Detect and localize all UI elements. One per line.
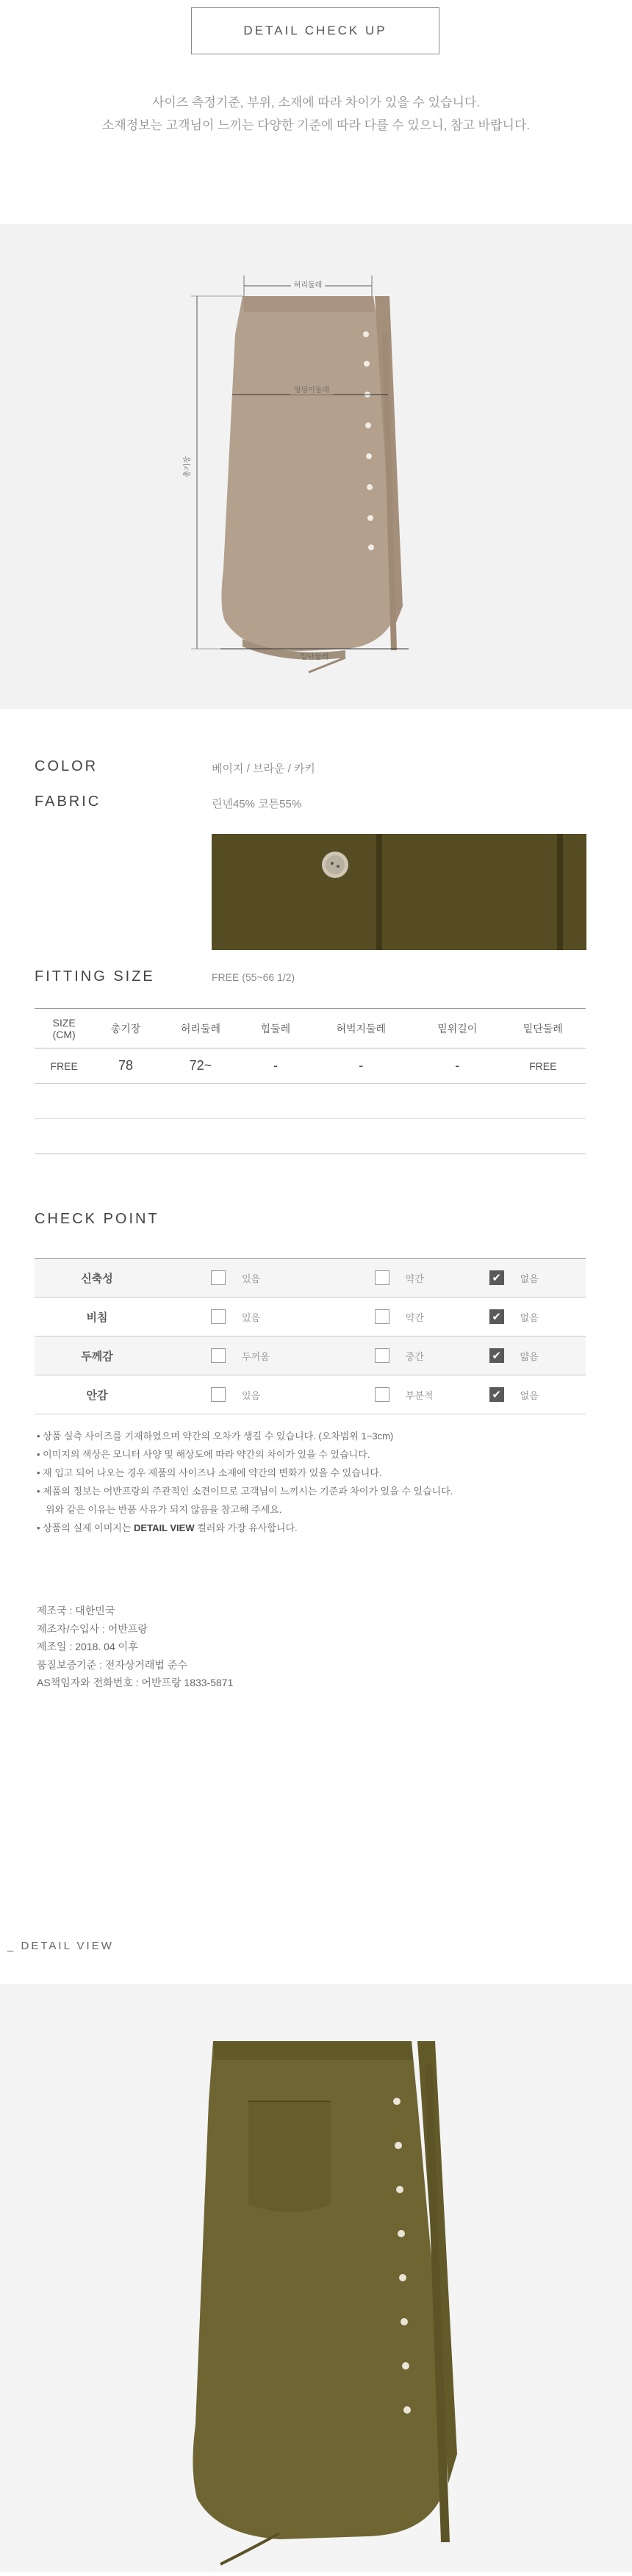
checkpoint-row: [35, 1336, 586, 1375]
checkbox[interactable]: [211, 1270, 226, 1285]
note-line: • 상품 실측 사이즈를 기재하였으며 약간의 오차가 생길 수 있습니다. (오차범위 1~3cm): [37, 1431, 394, 1442]
section-title-box: [191, 7, 439, 54]
waist-label: 허리둘레: [293, 281, 323, 289]
fitting-value: FREE (55~66 1/2): [212, 971, 295, 983]
mfg-country: 제조국 : 대한민국: [37, 1605, 115, 1616]
checkbox[interactable]: [211, 1348, 226, 1363]
checkbox-checked[interactable]: ✔: [489, 1387, 504, 1402]
intro-line-1: 사이즈 측정기준, 부위, 소재에 따라 차이가 있을 수 있습니다.: [151, 96, 481, 109]
checkpoint-table: [35, 1258, 586, 1414]
manufacturer-info: [37, 1602, 233, 1692]
option-label: 얇음: [520, 1350, 539, 1362]
col-rise: 밑위길이: [437, 1022, 478, 1035]
note-line: 위와 같은 이유는 반품 사유가 되지 않음을 참고해 주세요.: [46, 1504, 282, 1515]
option-label: 있음: [242, 1273, 261, 1284]
note-line: • 이미지의 색상은 모니터 사양 및 해상도에 따라 약간의 차이가 있을 수 있습니다.: [37, 1449, 370, 1460]
option-label: 있음: [242, 1312, 261, 1323]
checkbox[interactable]: [211, 1387, 226, 1402]
checkbox-checked[interactable]: ✔: [489, 1348, 504, 1363]
mfg-as: AS책임자와 전화번호 : 어반프랑 1833-5871: [37, 1677, 234, 1688]
option-label: 약간: [405, 1273, 424, 1284]
color-title: COLOR: [35, 758, 98, 774]
option-label: 없음: [520, 1389, 539, 1401]
mfg-quality: 품질보증기준 : 전자상거래법 준수: [37, 1658, 187, 1671]
length-label: 총기장: [184, 456, 192, 478]
cell-waist: 72~: [189, 1058, 212, 1073]
cell-length: 78: [118, 1058, 134, 1073]
note-line: • 재 입고 되어 나오는 경우 제품의 사이즈나 소재에 약간의 변화가 있을 수 있습니다.: [37, 1467, 382, 1478]
color-value: 베이지 / 브라운 / 카키: [212, 763, 315, 775]
hip-label: 엉덩이둘레: [293, 386, 330, 395]
intro-line-2: 소재정보는 고객님이 느끼는 다양한 기준에 따라 다를 수 있으니, 참고 바랍니다.: [101, 118, 531, 132]
option-label: 약간: [405, 1312, 424, 1323]
checkbox-checked[interactable]: ✔: [489, 1309, 504, 1324]
table-row-empty: [35, 1119, 586, 1154]
option-label: 부분적: [405, 1389, 434, 1401]
table-row: [35, 1048, 586, 1084]
checkpoint-row: [35, 1298, 586, 1336]
cell-thigh: -: [359, 1058, 364, 1073]
col-hip: 힙둘레: [260, 1022, 291, 1035]
option-label: 없음: [520, 1312, 539, 1323]
checkbox[interactable]: [375, 1348, 389, 1363]
checkbox[interactable]: [375, 1309, 389, 1324]
checkbox[interactable]: [211, 1309, 226, 1324]
detail-view-image: [0, 1984, 632, 2572]
fabric-value: 린넨45% 코튼55%: [212, 798, 302, 810]
table-row-empty: [35, 1084, 586, 1119]
fabric-closeup-image: [212, 834, 586, 950]
khaki-skirt-illustration: [193, 2041, 457, 2564]
fabric-title: FABRIC: [35, 794, 101, 810]
checkbox[interactable]: [375, 1270, 389, 1285]
col-length: 총기장: [110, 1022, 141, 1035]
checkpoint-title: CHECK POINT: [35, 1211, 159, 1227]
note-line: • 상품의 실제 이미지는 DETAIL VIEW 컬러와 가장 유사합니다.: [37, 1522, 298, 1533]
size-table-header: [35, 1009, 586, 1048]
notes-block: [37, 1427, 453, 1537]
fitting-title: FITTING SIZE: [35, 968, 155, 985]
detail-view-title: _ DETAIL VIEW: [7, 1940, 114, 1952]
col-hem: 밑단둘레: [523, 1022, 563, 1035]
option-label: 중간: [405, 1350, 424, 1362]
checkbox-checked[interactable]: ✔: [489, 1270, 504, 1285]
col-size: SIZE (CM): [52, 1016, 76, 1040]
beige-skirt-illustration: [221, 296, 403, 660]
size-table: [35, 1008, 586, 1154]
checkpoint-name: 신축성: [81, 1272, 113, 1285]
section-title: DETAIL CHECK UP: [243, 24, 387, 37]
col-thigh: 허벅지둘레: [336, 1022, 387, 1035]
hem-label: 밑단둘레: [300, 653, 329, 661]
option-label: 두꺼움: [242, 1350, 270, 1362]
checkpoint-name: 두께감: [81, 1350, 113, 1363]
note-line: • 제품의 정보는 어반프랑의 주관적인 소견이므로 고객님이 느끼시는 기준과 차이가 있을 수 있습니다.: [37, 1486, 453, 1497]
option-label: 있음: [242, 1389, 261, 1401]
checkpoint-row: [35, 1375, 586, 1414]
cell-size: FREE: [50, 1059, 78, 1072]
mfg-maker: 제조자/수입사 : 어반프랑: [37, 1622, 148, 1635]
checkpoint-name: 비침: [86, 1311, 108, 1324]
measurement-image: [0, 224, 632, 709]
cell-hip: -: [273, 1058, 278, 1073]
cell-rise: -: [455, 1058, 460, 1073]
col-waist: 허리둘레: [180, 1022, 220, 1035]
checkpoint-name: 안감: [86, 1389, 108, 1402]
option-label: 없음: [520, 1273, 539, 1284]
checkbox[interactable]: [375, 1387, 389, 1402]
mfg-date: 제조일 : 2018. 04 이후: [37, 1641, 138, 1652]
checkpoint-row: [35, 1259, 586, 1298]
cell-hem: FREE: [529, 1059, 557, 1072]
